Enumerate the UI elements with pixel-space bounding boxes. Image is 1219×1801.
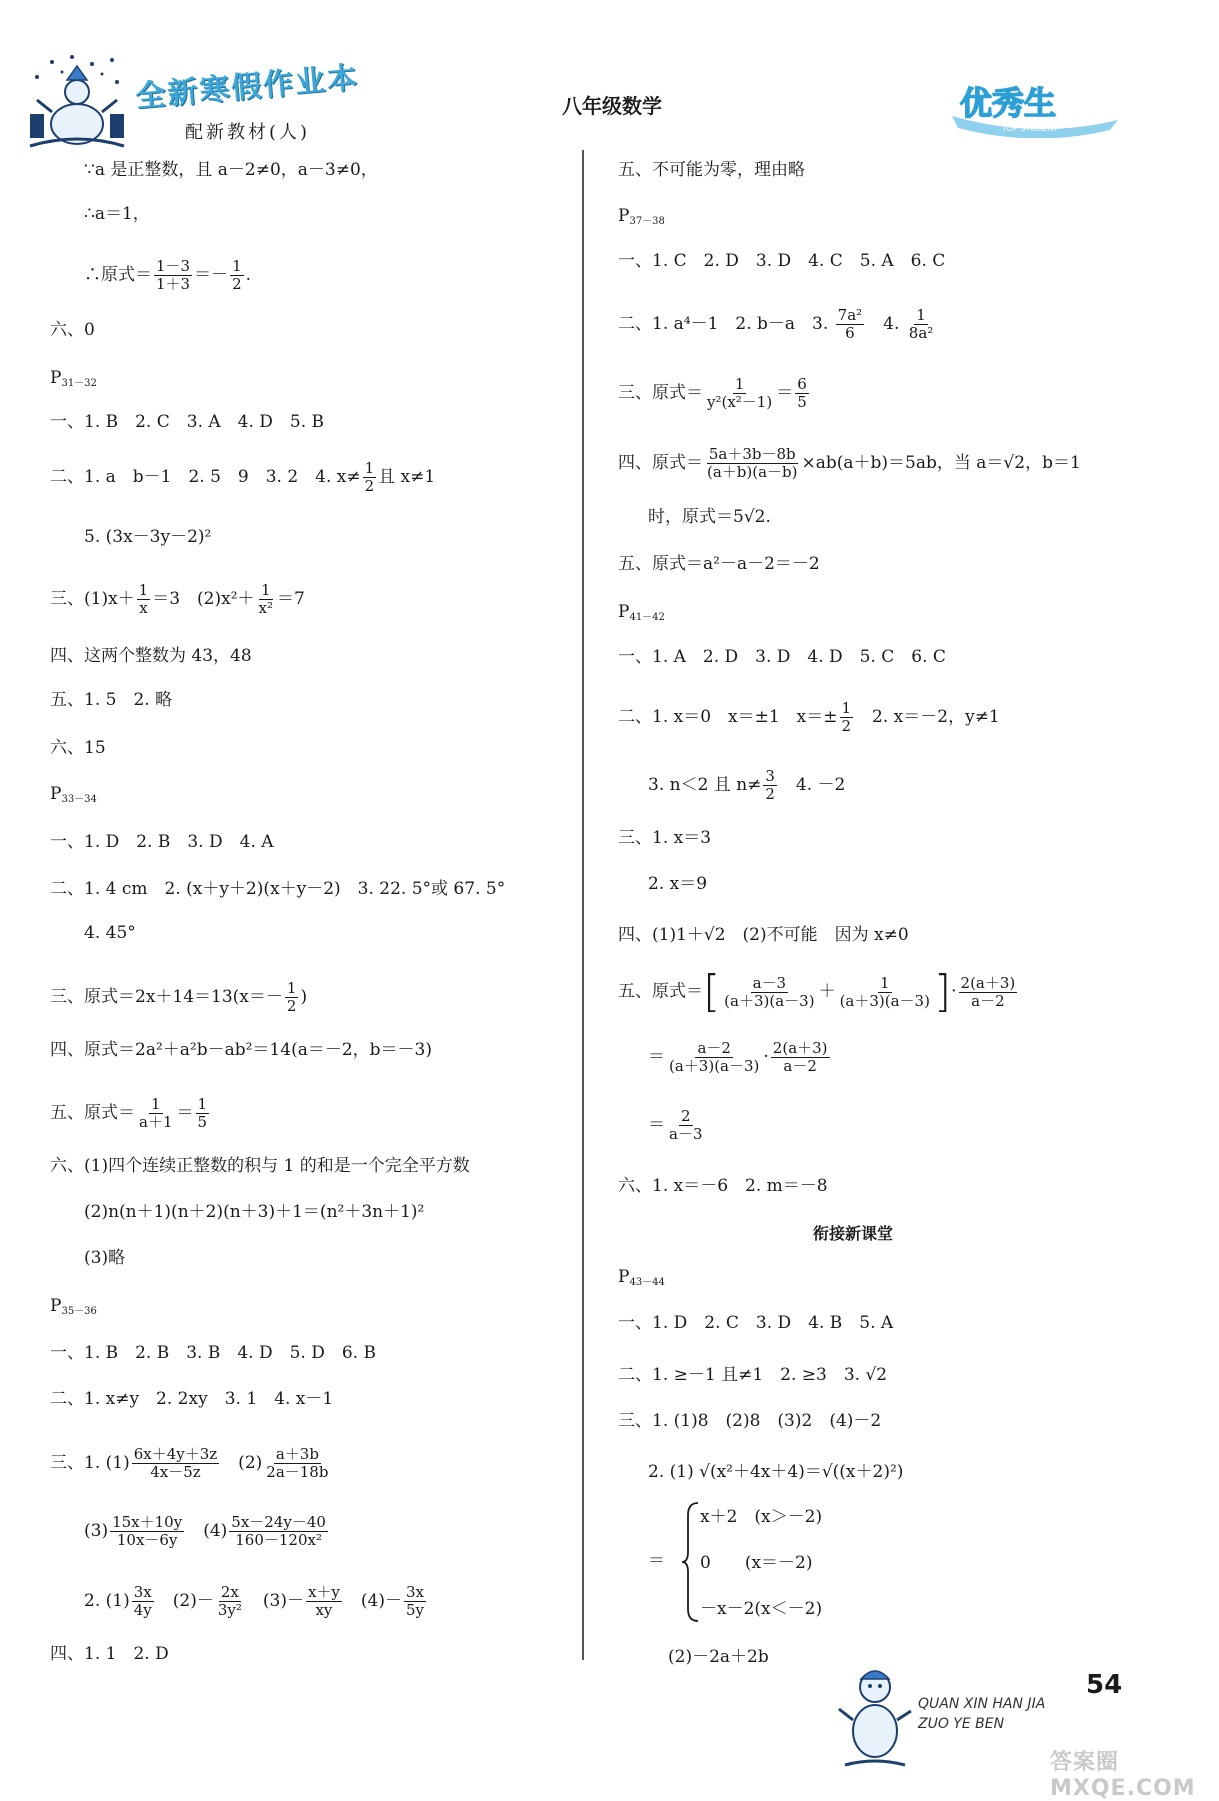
left-line-18: 六、(1)四个连续正整数的积与 1 的和是一个完全平方数 [50,1156,470,1176]
piecewise-case-2: 0 (x＝－2) [700,1553,813,1573]
right-line-23: (2)－2a＋2b [668,1647,769,1667]
column-divider [582,150,584,1660]
right-line-19: 二、1. ≥－1 且≠1 2. ≥3 3. √2 [618,1365,888,1385]
page-ref-43-44: $P_{43-44}$ [618,1267,665,1288]
right-line-17: 六、1. x＝－6 2. m＝－8 [618,1176,828,1196]
book-title: 全新寒假作业本 [134,60,361,115]
right-line-11: 三、1. x＝3 [618,828,712,848]
page-ref-33-34: $P_{33-34}$ [50,784,97,805]
left-line-8: 三、(1)x＋ $\frac{1}{x}$ ＝3 (2)x²＋ $\frac{1}{\text{x²}}$ ＝7 [50,581,305,617]
left-line-21: 一、1. B 2. B 3. B 4. D 5. D 6. B [50,1343,376,1363]
left-line-26: 四、1. 1 2. D [50,1644,169,1664]
page-ref-35-36: $P_{35-36}$ [50,1296,97,1317]
right-line-18: 一、1. D 2. C 3. D 4. B 5. A [618,1313,894,1333]
page-ref-31-32: $P_{31-32}$ [50,368,97,389]
right-line-9: 二、1. x＝0 x＝±1 x＝± $\frac{1}{2}$ 2. x＝－2，y≠1 [618,699,1000,735]
footer-line-1: QUAN XIN HAN JIA [918,1696,1046,1712]
left-line-5: 一、1. B 2. C 3. A 4. D 5. B [50,412,325,432]
left-line-3: ∴原式＝ $\frac{1-3}{1+3}$ ＝－ $\frac{1}{2}$ . [84,257,252,293]
left-line-20: (3)略 [84,1248,126,1268]
left-line-11: 六、15 [50,738,106,758]
left-line-25: 2. (1) $\frac{3x}{4y}$ (2)－ $\frac{2x}{\text{3y²}}$ (3)－ $\frac{x+y}{xy}$ (4)－ $\frac{3x}{5y}$ [84,1583,425,1619]
piecewise-equals: ＝ [648,1551,665,1571]
page-ref-37-38: $P_{37-38}$ [618,206,665,227]
right-line-14: 五、原式＝[ $\frac{a-3}{(a+3)(a-3)}$ ＋ $\frac{1}{(a+3)(a-3)}$ ]· $\frac{2(a+3)}{a-2}$ [618,966,1016,1017]
left-line-1: ∵a 是正整数，且 a－2≠0，a－3≠0， [84,160,378,180]
right-line-15: ＝ $\frac{a-2}{(a+3)(a-3)}$ · $\frac{2(a+3)}{a-2}$ [648,1039,828,1075]
page-number: 54 [1086,1670,1123,1700]
left-line-23: 三、1. (1) $\frac{6x+4y+3z}{4x-5z}$ (2) $\frac{a+3b}{2a-18b}$ [50,1445,329,1481]
snowman-mascot-icon [835,1665,915,1775]
book-subtitle: 配新教材(人) [185,122,311,143]
brand-text: 优秀生 [960,84,1057,122]
page-ref-41-42: $P_{41-42}$ [618,602,665,623]
brand-logo [950,78,1120,138]
watermark: 答案圈 MXQE.COM [1050,1750,1196,1801]
right-line-21: 2. (1) √(x²＋4x＋4)＝√((x＋2)²) [648,1462,904,1482]
left-line-13: 二、1. 4 cm 2. (x＋y＋2)(x＋y－2) 3. 22. 5°或 67. 5° [50,879,506,899]
grade-subject: 八年级数学 [562,94,662,118]
section-heading: 衔接新课堂 [813,1224,894,1243]
footer-line-2: ZUO YE BEN [918,1716,1005,1732]
right-line-1: 五、不可能为零，理由略 [618,160,805,180]
right-line-13: 四、(1)1＋√2 (2)不可能 因为 x≠0 [618,925,909,945]
right-line-4: 三、原式＝ $\frac{1}{\text{y²(x²－1)}}$ ＝ $\frac{6}{5}$ [618,375,807,411]
brand-subtext: TOP STUDENT [1002,124,1059,133]
left-line-17: 五、原式＝ $\frac{1}{a+1}$ ＝ $\frac{1}{5}$ [50,1095,208,1131]
left-line-19: (2)n(n＋1)(n＋2)(n＋3)＋1＝(n²＋3n＋1)² [84,1202,425,1222]
left-line-2: ∴a＝1， [84,204,150,224]
right-line-16: ＝ $\frac{2}{a-3}$ [648,1107,703,1143]
right-line-10: 3. n＜2 且 n≠ $\frac{3}{2}$ 4. －2 [648,767,846,803]
right-line-2: 一、1. C 2. D 3. D 4. C 5. A 6. C [618,251,946,271]
left-line-10: 五、1. 5 2. 略 [50,690,173,710]
left-line-12: 一、1. D 2. B 3. D 4. A [50,832,274,852]
left-line-15: 三、原式＝2x＋14＝13(x＝－ $\frac{1}{2}$ ) [50,979,308,1015]
snowman-logo [22,52,132,152]
right-line-3: 二、1. a⁴－1 2. b－a 3. $\frac{\text{7a²}}{6}$ 4. $\frac{1}{\text{8a²}}$ [618,306,934,342]
left-line-14: 4. 45° [84,923,136,943]
left-line-9: 四、这两个整数为 43，48 [50,646,252,666]
right-line-8: 一、1. A 2. D 3. D 4. D 5. C 6. C [618,647,946,667]
piecewise-case-3: －x－2(x＜－2) [700,1599,823,1619]
left-line-24: (3) $\frac{15x+10y}{10x-6y}$ (4) $\frac{5x-24y-40}{\text{160－120x²}}$ [84,1513,326,1549]
piecewise-brace [680,1500,702,1624]
right-line-12: 2. x＝9 [648,874,708,894]
right-line-7: 五、原式＝a²－a－2＝－2 [618,554,820,574]
right-line-5: 四、原式＝ $\frac{5a+3b-8b}{(a+b)(a-b)}$ ×ab(a＋b)＝5ab，当 a＝√2，b＝1 [618,445,1081,481]
right-line-6: 时，原式＝5√2. [648,507,771,527]
left-line-4: 六、0 [50,320,95,340]
left-line-7: 5. (3x－3y－2)² [84,527,212,547]
piecewise-case-1: x＋2 (x＞－2) [700,1507,823,1527]
left-line-16: 四、原式＝2a²＋a²b－ab²＝14(a＝－2，b＝－3) [50,1040,432,1060]
left-line-22: 二、1. x≠y 2. 2xy 3. 1 4. x－1 [50,1389,334,1409]
right-line-20: 三、1. (1)8 (2)8 (3)2 (4)－2 [618,1411,882,1431]
left-line-6: 二、1. a b－1 2. 5 9 3. 2 4. x≠ $\frac{1}{2}$ 且 x≠1 [50,459,436,495]
